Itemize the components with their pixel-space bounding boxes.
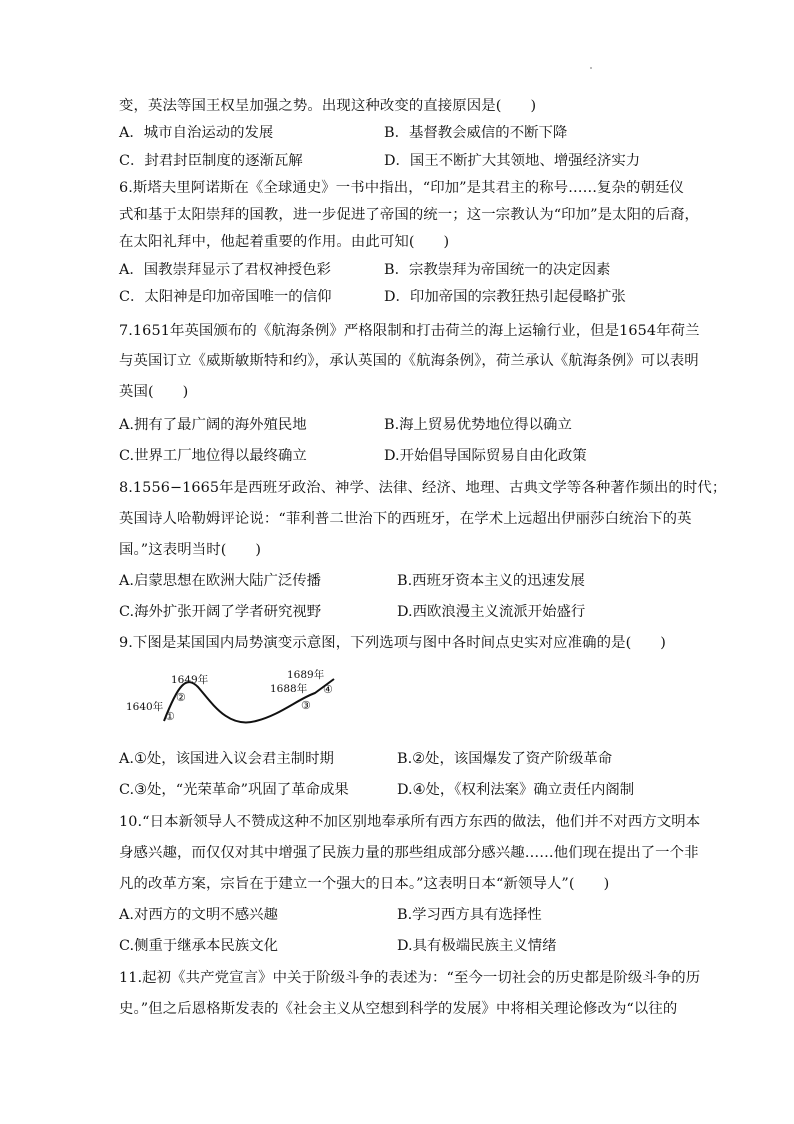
- q10-option-c: C.侧重于继承本民族文化: [119, 938, 278, 954]
- q6-stem-line2: 式和基于太阳崇拜的国教，进一步促进了帝国的统一；这一宗教认为“印加”是太阳的后裔，: [119, 207, 700, 223]
- q7-option-c: C.世界工厂地位得以最终确立: [119, 448, 307, 464]
- q9-option-c: C.③处，“光荣革命”巩固了革命成果: [119, 782, 349, 798]
- label-1688: 1688年: [270, 683, 308, 695]
- q8-stem-line2: 英国诗人哈勒姆评论说：“菲利普二世治下的西班牙，在学术上远超出伊丽莎白统治下的英: [119, 511, 692, 527]
- q7-option-d: D.开始倡导国际贸易自由化政策: [384, 448, 587, 464]
- q7-stem-line1: 7.1651年英国颁布的《航海条例》严格限制和打击荷兰的海上运输行业，但是1654年荷兰: [119, 323, 700, 339]
- q5-option-a: A．城市自治运动的发展: [119, 125, 274, 141]
- q9-stem: 9.下图是某国国内局势演变示意图，下列选项与图中各时间点史实对应准确的是( ): [119, 635, 667, 651]
- q8-stem-line3: 国。”这表明当时( ): [119, 542, 262, 558]
- situation-curve-diagram: [120, 665, 360, 727]
- q6-stem-line1: 6.斯塔夫里阿诺斯在《全球通史》一书中指出，“印加”是其君主的称号……复杂的朝廷仪: [119, 180, 684, 196]
- q5-option-d: D．国王不断扩大其领地、增强经济实力: [384, 153, 641, 169]
- label-1640: 1640年: [126, 701, 164, 713]
- q10-option-a: A.对西方的文明不感兴趣: [119, 907, 278, 923]
- scan-speck: [590, 67, 592, 69]
- marker-2: ②: [176, 691, 186, 704]
- q7-stem-line2: 与英国订立《威斯敏斯特和约》，承认英国的《航海条例》，荷兰承认《航海条例》可以表明: [119, 353, 699, 369]
- q9-option-a: A.①处，该国进入议会君主制时期: [119, 751, 334, 767]
- q9-option-b: B.②处，该国爆发了资产阶级革命: [397, 751, 613, 767]
- q7-stem-line3: 英国( ): [119, 384, 189, 400]
- q8-option-b: B.西班牙资本主义的迅速发展: [397, 573, 585, 589]
- q8-option-c: C.海外扩张开阔了学者研究视野: [119, 604, 322, 620]
- q7-option-a: A.拥有了最广阔的海外殖民地: [119, 417, 307, 433]
- q5-option-b: B．基督教会威信的不断下降: [384, 125, 568, 141]
- q8-stem-line1: 8.1556−1665年是西班牙政治、神学、法律、经济、地理、古典文学等各种著作频出的时代；: [119, 480, 727, 496]
- q5-stem-end: 变，英法等国王权呈加强之势。出现这种改变的直接原因是( ): [119, 98, 537, 114]
- q6-option-d: D．印加帝国的宗教狂热引起侵略扩张: [384, 289, 626, 305]
- label-1689: 1689年: [287, 669, 325, 681]
- q6-option-b: B．宗教崇拜为帝国统一的决定因素: [384, 262, 611, 278]
- q11-stem-line1: 11.起初《共产党宣言》中关于阶级斗争的表述为：“至今一切社会的历史都是阶级斗争的历: [119, 970, 701, 986]
- q8-option-a: A.启蒙思想在欧洲大陆广泛传播: [119, 573, 322, 589]
- q11-stem-line2: 史。”但之后恩格斯发表的《社会主义从空想到科学的发展》中将相关理论修改为“以往的: [119, 1001, 678, 1017]
- q8-option-d: D.西欧浪漫主义流派开始盛行: [397, 604, 586, 620]
- q10-stem-line2: 身感兴趣，而仅仅对其中增强了民族力量的那些组成部分感兴趣……他们现在提出了一个非: [119, 845, 699, 861]
- q6-option-a: A．国教崇拜显示了君权神授色彩: [119, 262, 331, 278]
- q6-option-c: C．太阳神是印加帝国唯一的信仰: [119, 289, 332, 305]
- marker-3: ③: [301, 699, 311, 712]
- q10-stem-line3: 凡的改革方案，宗旨在于建立一个强大的日本。”这表明日本“新领导人”( ): [119, 876, 610, 892]
- q5-option-c: C．封君封臣制度的逐渐瓦解: [119, 153, 303, 169]
- q10-option-d: D.具有极端民族主义情绪: [397, 938, 557, 954]
- q9-option-d: D.④处，《权利法案》确立责任内阁制: [397, 782, 635, 798]
- marker-1: ①: [165, 710, 175, 723]
- q7-option-b: B.海上贸易优势地位得以确立: [384, 417, 572, 433]
- label-1649: 1649年: [171, 674, 209, 686]
- q6-stem-line3: 在太阳礼拜中，他起着重要的作用。由此可知( ): [119, 234, 450, 250]
- q10-stem-line1: 10.“日本新领导人不赞成这种不加区别地奉承所有西方东西的做法，他们并不对西方文明本: [119, 814, 701, 830]
- marker-4: ④: [323, 683, 333, 696]
- q10-option-b: B.学习西方具有选择性: [397, 907, 542, 923]
